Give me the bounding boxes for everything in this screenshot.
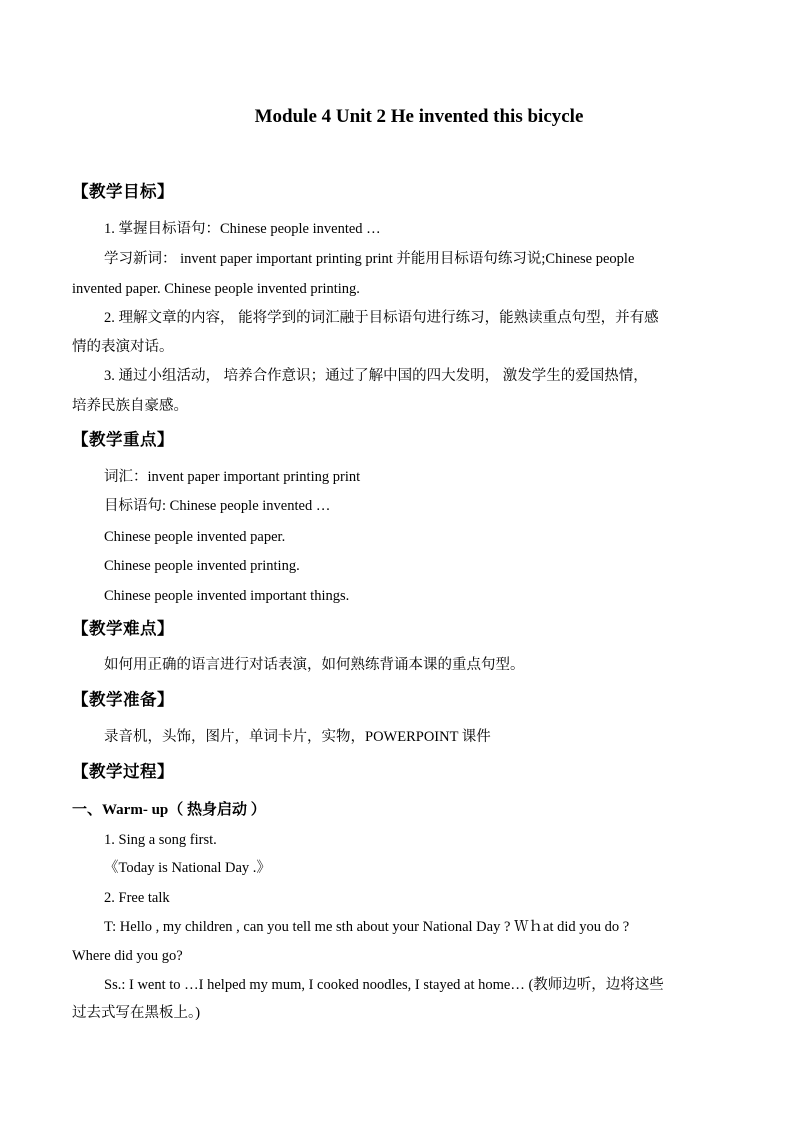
dialog-students-line-1: Ss.: I went to …I helped my mum, I cooked noodles, I stayed at home… (教师边听，边将这些: [104, 977, 664, 993]
preparation-text: 录音机，头饰，图片，单词卡片，实物，POWERPOINT 课件: [104, 729, 491, 745]
objective-vocab-line-1: 学习新词： invent paper important printing print 并能用目标语句练习说;Chinese people: [104, 251, 635, 267]
objective-item-3-line-2: 培养民族自豪感。: [72, 398, 188, 414]
warmup-title: 一、Warm- up（ 热身启动 ）: [72, 802, 266, 818]
key-sentence-3: Chinese people invented important things.: [104, 588, 350, 604]
objective-vocab-line-2: invented paper. Chinese people invented printing.: [72, 281, 360, 297]
objective-item-1: 1. 掌握目标语句：Chinese people invented …: [104, 221, 381, 237]
heading-key-points: 【教学重点】: [72, 430, 174, 449]
key-vocab: 词汇：invent paper important printing print: [104, 469, 361, 485]
key-sentence-1: Chinese people invented paper.: [104, 529, 286, 545]
key-sentence-2: Chinese people invented printing.: [104, 558, 300, 574]
heading-difficulties: 【教学难点】: [72, 619, 174, 638]
key-target-sentence: 目标语句: Chinese people invented …: [104, 498, 331, 514]
warmup-step-1: 1. Sing a song first.: [104, 832, 217, 848]
dialog-teacher-line-2: Where did you go?: [72, 948, 183, 964]
warmup-step-2: 2. Free talk: [104, 890, 170, 906]
document-title: Module 4 Unit 2 He invented this bicycle: [254, 106, 584, 127]
objective-item-2-line-1: 2. 理解文章的内容， 能将学到的词汇融于目标语句进行练习，能熟读重点句型，并有感: [104, 310, 659, 326]
objective-item-3-line-1: 3. 通过小组活动， 培养合作意识；通过了解中国的四大发明， 激发学生的爱国热情，: [104, 368, 648, 384]
dialog-teacher-line-1: T: Hello , my children , can you tell me sth about your National Day ? Ｗｈat did you do ?: [104, 919, 630, 935]
heading-preparation: 【教学准备】: [72, 690, 174, 709]
objective-item-2-line-2: 情的表演对话。: [72, 339, 174, 355]
difficulties-text: 如何用正确的语言进行对话表演，如何熟练背诵本课的重点句型。: [104, 657, 525, 673]
dialog-students-line-2: 过去式写在黑板上。): [72, 1005, 201, 1021]
warmup-song-title: 《Today is National Day .》: [104, 860, 271, 876]
heading-process: 【教学过程】: [72, 762, 174, 781]
heading-objectives: 【教学目标】: [72, 182, 174, 201]
